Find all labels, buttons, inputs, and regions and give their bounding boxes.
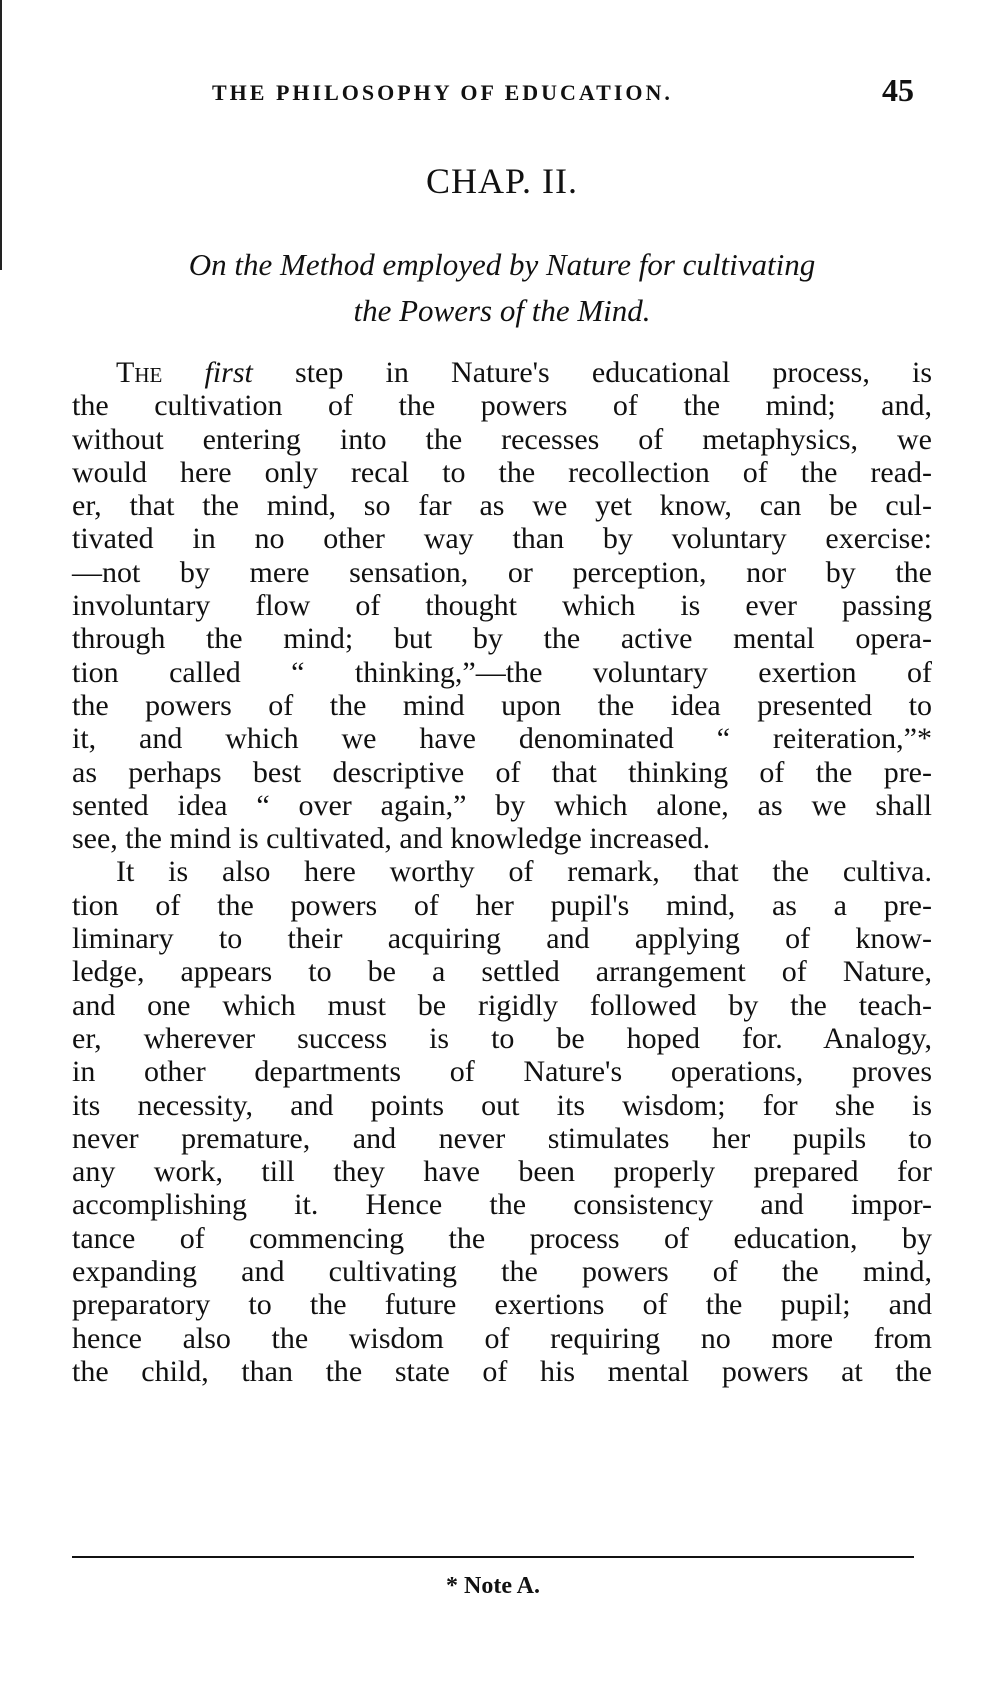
text-line: er, that the mind, so far as we yet know, can be cul- xyxy=(72,489,932,523)
footnote-divider xyxy=(72,1556,914,1558)
text-line: through the mind; but by the active mental opera- xyxy=(72,622,932,656)
body-text xyxy=(72,356,932,1388)
running-head: THE PHILOSOPHY OF EDUCATION. xyxy=(212,80,673,105)
page-header xyxy=(72,72,932,112)
text-line: the powers of the mind upon the idea presented to xyxy=(72,688,932,722)
opening-smallcaps-word: The xyxy=(116,356,163,389)
text-line: It is also here worthy of remark, that the cultiva. xyxy=(116,855,932,889)
subtitle-line: On the Method employed by Nature for cultivating xyxy=(188,247,816,282)
text-line: sented idea “ over again,” by which alone, as we shall xyxy=(72,788,932,822)
text-line: would here only recal to the recollection of the read- xyxy=(72,455,932,489)
chapter-subtitle xyxy=(72,242,932,334)
text-line: involuntary flow of thought which is ever passing xyxy=(72,589,932,623)
text-line: hence also the wisdom of requiring no more from xyxy=(72,1321,932,1355)
first-line-rest: step in Nature's educational process, is xyxy=(295,356,932,389)
text-line: ledge, appears to be a settled arrangement of Nature, xyxy=(72,955,932,989)
text-line: it, and which we have denominated “ reiteration,”* xyxy=(72,722,932,756)
text-line: —not by mere sensation, or perception, nor by the xyxy=(72,555,932,589)
text-line: tivated in no other way than by voluntary exercise: xyxy=(72,522,932,556)
text-line: and one which must be rigidly followed by the teach- xyxy=(72,988,932,1022)
book-page xyxy=(72,0,932,1700)
text-line: tion of the powers of her pupil's mind, as a pre- xyxy=(72,888,932,922)
text-line: expanding and cultivating the powers of the mind, xyxy=(72,1255,932,1289)
paragraph-1-first-line xyxy=(72,356,932,389)
page-edge-rule xyxy=(0,0,2,270)
text-line: er, wherever success is to be hoped for. Analogy, xyxy=(72,1021,932,1055)
text-line: tion called “ thinking,”—the voluntary exertion of xyxy=(72,655,932,689)
subtitle-line: the Powers of the Mind. xyxy=(353,293,651,328)
text-line: any work, till they have been properly prepared for xyxy=(72,1155,932,1189)
text-line: preparatory to the future exertions of the pupil; and xyxy=(72,1288,932,1322)
text-line: the cultivation of the powers of the mind; and, xyxy=(72,389,932,423)
text-line: liminary to their acquiring and applying of know- xyxy=(72,922,932,956)
text-line: never premature, and never stimulates her pupils to xyxy=(72,1121,932,1155)
text-line: accomplishing it. Hence the consistency and impor- xyxy=(72,1188,932,1222)
text-line: tance of commencing the process of education, by xyxy=(72,1221,932,1255)
text-line: see, the mind is cultivated, and knowledge increased. xyxy=(72,822,711,856)
chapter-title: CHAP. II. xyxy=(425,161,578,201)
footnote: * Note A. xyxy=(446,1573,540,1599)
page-number: 45 xyxy=(882,72,914,108)
paragraph-2 xyxy=(72,855,932,1388)
text-line: in other departments of Nature's operations, proves xyxy=(72,1055,932,1089)
text-line: without entering into the recesses of metaphysics, we xyxy=(72,422,932,456)
text-line: as perhaps best descriptive of that thinking of the pre- xyxy=(72,755,932,789)
text-line: its necessity, and points out its wisdom; for she is xyxy=(72,1088,932,1122)
opening-italic-word: first xyxy=(204,356,253,389)
text-line: the child, than the state of his mental powers at the xyxy=(72,1354,932,1388)
paragraph-1 xyxy=(72,356,932,855)
